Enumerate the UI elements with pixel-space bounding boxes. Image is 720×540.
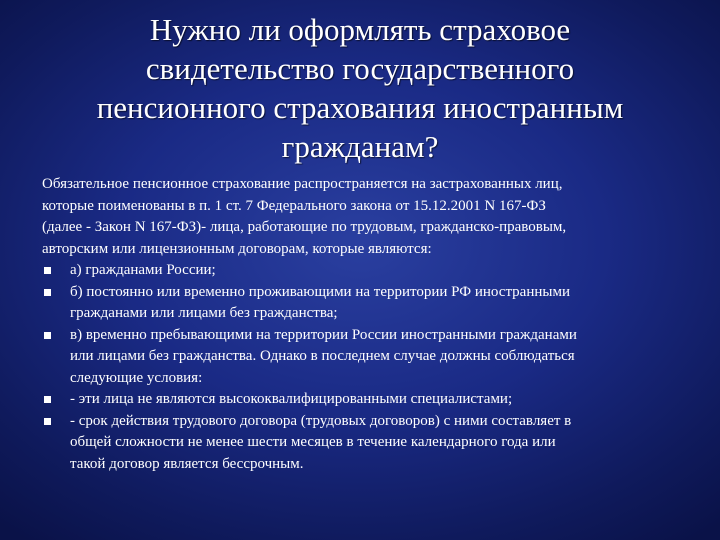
- bullet-line: - эти лица не являются высококвалифицированными специалистами;: [70, 391, 513, 407]
- list-item: [42, 411, 682, 476]
- intro-line: авторским или лицензионным договорам, которые являются:: [42, 240, 432, 257]
- bullet-line: следующие условия:: [70, 369, 203, 386]
- title-line: гражданам?: [281, 129, 439, 164]
- bullet-line: в) временно пребывающими на территории России иностранными гражданами: [70, 326, 577, 343]
- title-line: Нужно ли оформлять страховое: [149, 12, 571, 47]
- intro-line: (далее - Закон N 167-ФЗ)- лица, работающие по трудовым, гражданско-правовым,: [42, 219, 567, 235]
- bullet-line: или лицами без гражданства. Однако в последнем случае должны соблюдаться: [70, 348, 575, 364]
- list-item: [42, 260, 682, 282]
- square-bullet-icon: [44, 396, 51, 403]
- list-item: [42, 389, 682, 411]
- bullet-line: б) постоянно или временно проживающими на территории РФ иностранными: [70, 283, 570, 300]
- bullet-line: гражданами или лицами без гражданства;: [70, 305, 338, 321]
- intro-line: которые поименованы в п. 1 ст. 7 Федерального закона от 15.12.2001 N 167-ФЗ: [42, 197, 546, 214]
- bullet-line: а) гражданами России;: [70, 262, 216, 278]
- title-line: свидетельство государственного: [145, 51, 575, 86]
- bullet-line: такой договор является бессрочным.: [70, 455, 304, 472]
- title-line: пенсионного страхования иностранным: [96, 90, 624, 125]
- square-bullet-icon: [44, 418, 51, 425]
- square-bullet-icon: [44, 289, 51, 296]
- intro-line: Обязательное пенсионное страхование распространяется на застрахованных лиц,: [42, 176, 563, 192]
- intro-paragraph: [42, 174, 682, 260]
- square-bullet-icon: [44, 332, 51, 339]
- list-item: [42, 325, 682, 390]
- slide-body: [42, 174, 682, 475]
- slide-title: [40, 10, 680, 166]
- list-item: [42, 282, 682, 325]
- bullet-line: общей сложности не менее шести месяцев в течение календарного года или: [70, 434, 556, 450]
- bullet-line: - срок действия трудового договора (трудовых договоров) с ними составляет в: [70, 412, 572, 429]
- square-bullet-icon: [44, 267, 51, 274]
